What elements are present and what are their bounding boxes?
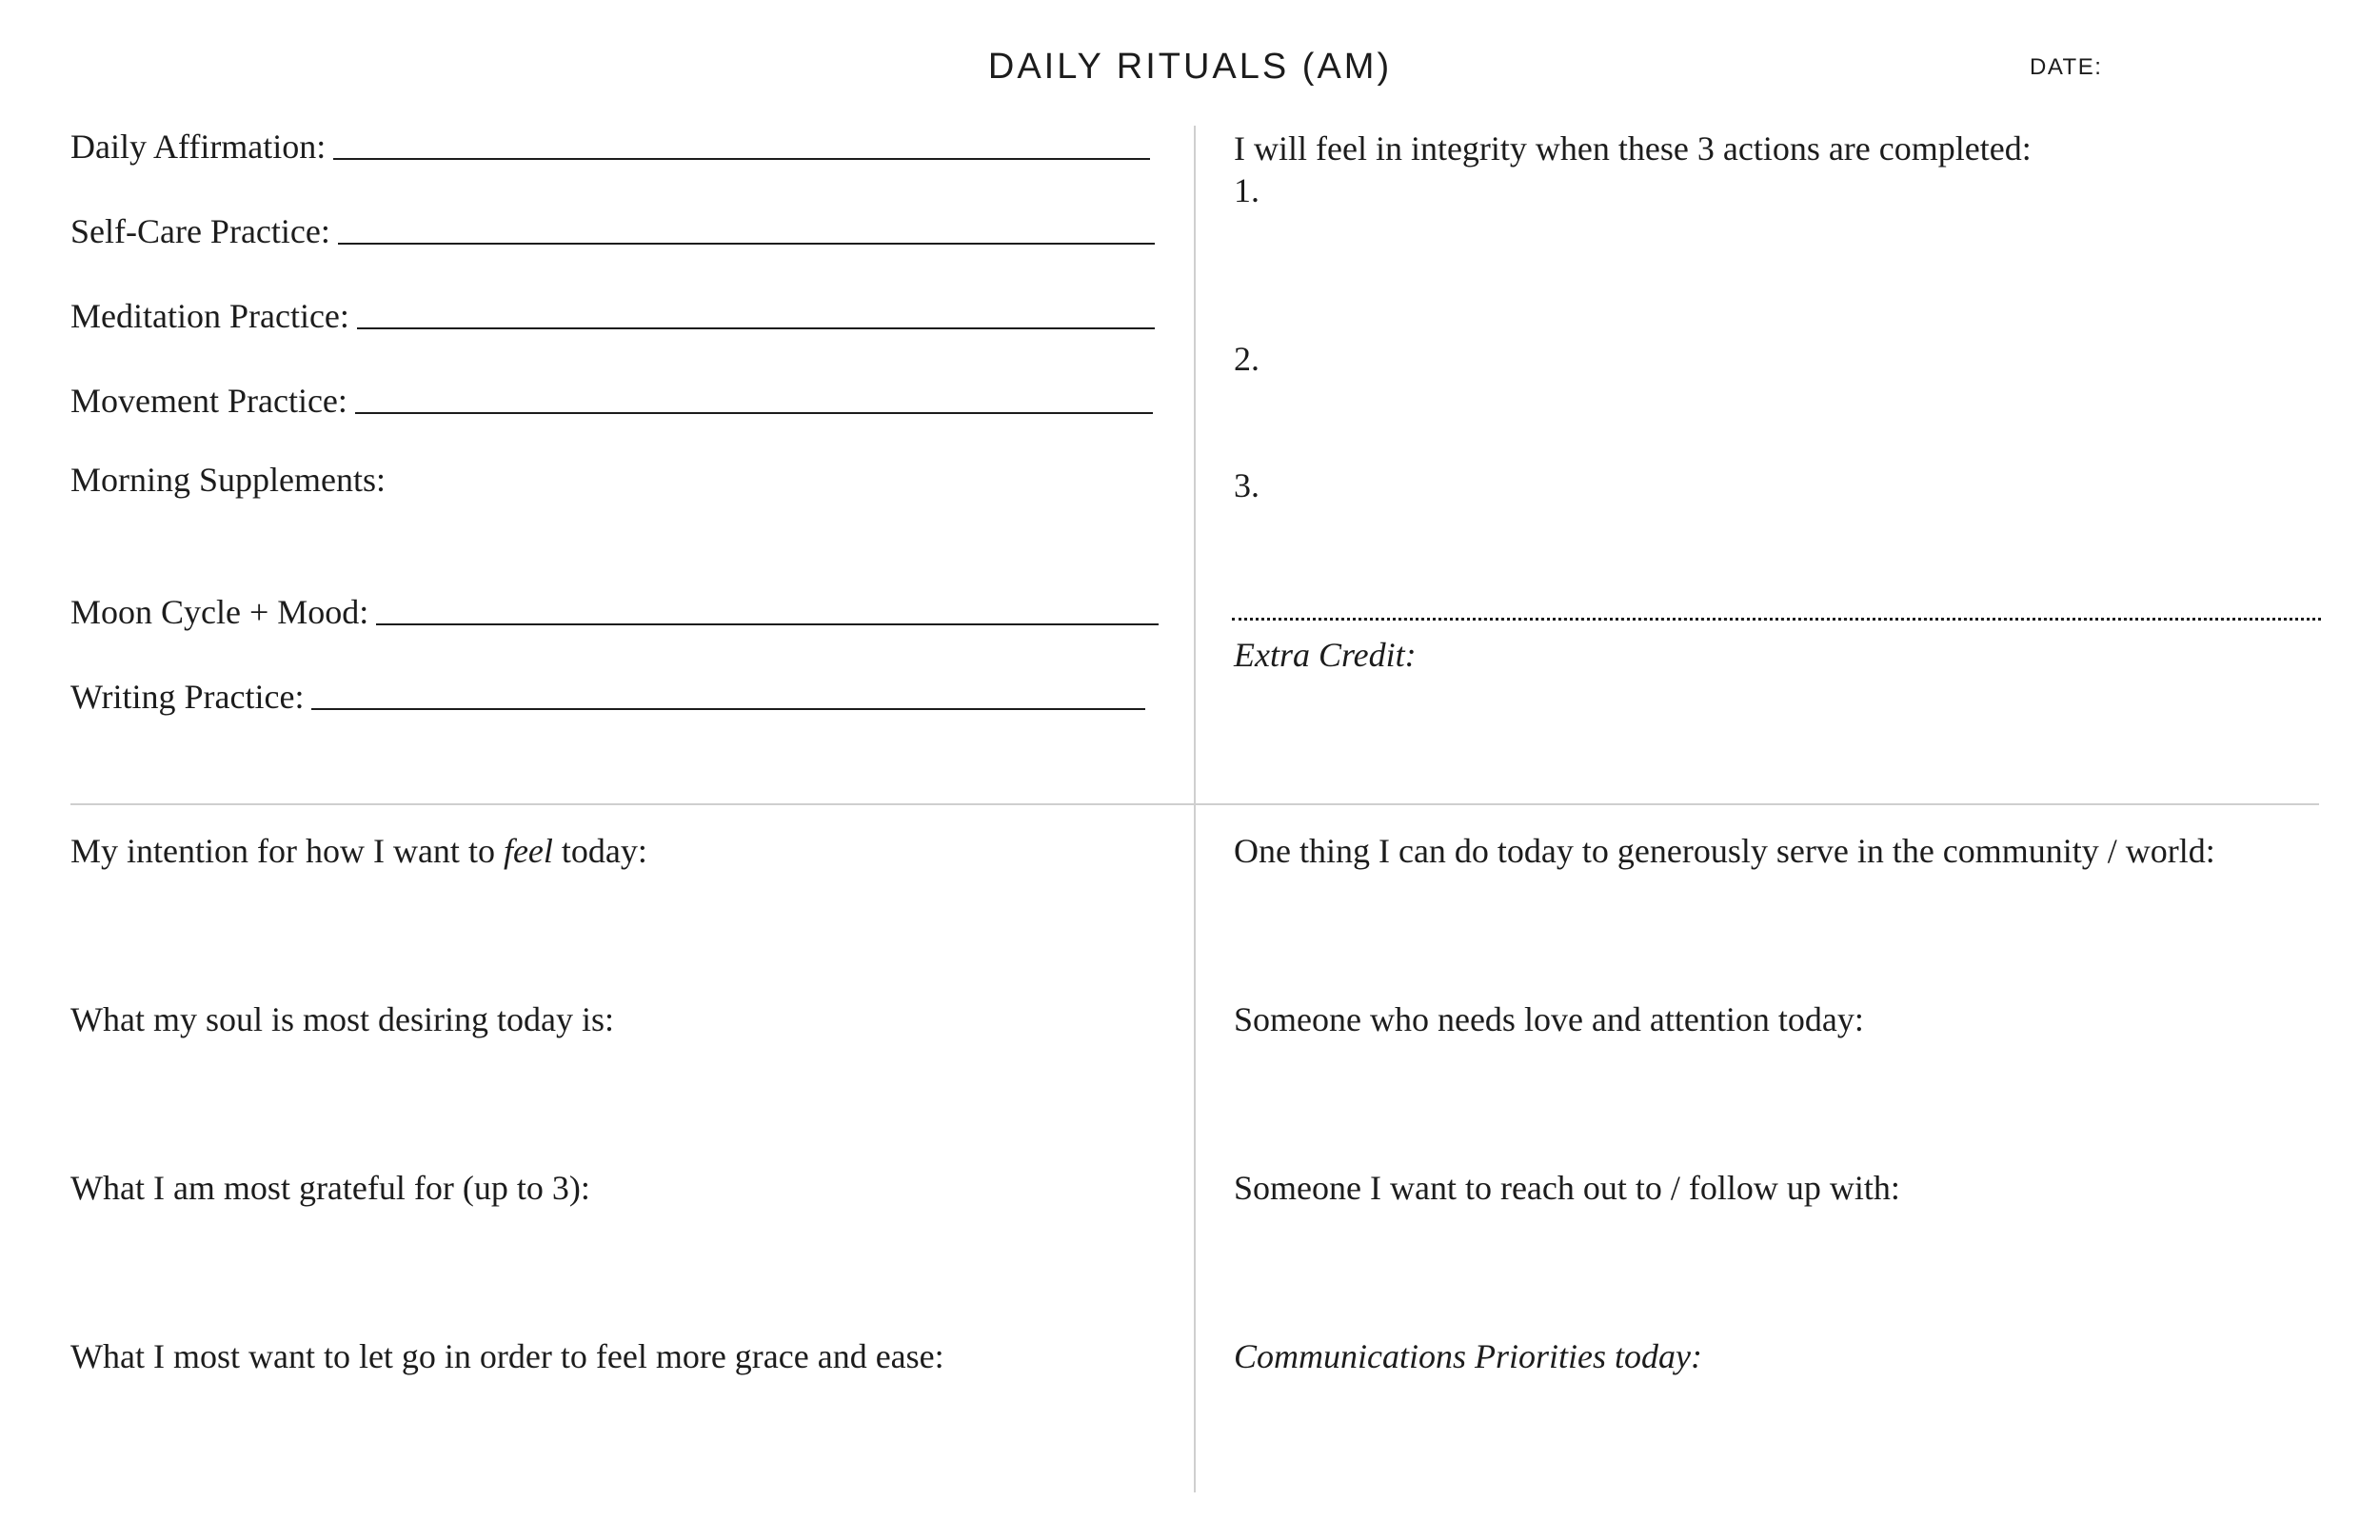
communications-priorities-label: Communications Priorities today: [1234,1337,1702,1375]
daily-affirmation-label: Daily Affirmation: [70,128,327,166]
writing-line[interactable] [311,672,1145,710]
intention-prompt-end: today: [552,832,647,870]
movement-label: Movement Practice: [70,382,347,420]
writing-label: Writing Practice: [70,678,305,716]
date-label: DATE: [2030,54,2103,80]
action-item-3: 3. [1234,466,1259,504]
self-care-label: Self-Care Practice: [70,212,330,250]
dotted-separator [1232,618,2321,621]
integrity-prompt: I will feel in integrity when these 3 actions are completed: [1234,129,2032,168]
meditation-field[interactable] [70,291,1156,337]
action-item-1: 1. [1234,171,1259,209]
supplements-label: Morning Supplements: [70,461,386,499]
moon-cycle-label: Moon Cycle + Mood: [70,593,369,631]
writing-field[interactable] [70,672,1156,718]
reach-out-prompt: Someone I want to reach out to / follow up with: [1234,1169,1900,1207]
intention-prompt-start: My intention for how I want to [70,832,504,870]
daily-affirmation-line[interactable] [333,122,1150,160]
vertical-divider [1194,126,1196,1492]
serve-prompt: One thing I can do today to generously serve in the community / world: [1234,832,2215,870]
action-item-2: 2. [1234,340,1259,378]
love-attention-prompt: Someone who needs love and attention today: [1234,1000,1864,1038]
daily-affirmation-field[interactable] [70,122,1156,168]
moon-cycle-field[interactable] [70,587,1156,633]
let-go-prompt: What I most want to let go in order to feel more grace and ease: [70,1337,944,1375]
moon-cycle-line[interactable] [376,587,1159,625]
page-title: DAILY RITUALS (AM) [987,47,1393,87]
gratitude-prompt: What I am most grateful for (up to 3): [70,1169,590,1207]
self-care-line[interactable] [338,207,1155,245]
meditation-line[interactable] [357,291,1155,329]
soul-desire-prompt: What my soul is most desiring today is: [70,1000,614,1038]
extra-credit-label: Extra Credit: [1234,636,1417,674]
movement-line[interactable] [355,376,1153,414]
intention-prompt-emphasis: feel [503,832,553,870]
meditation-label: Meditation Practice: [70,297,349,335]
movement-field[interactable] [70,376,1156,422]
horizontal-divider [70,803,2319,805]
intention-prompt [70,830,647,872]
self-care-field[interactable] [70,207,1156,252]
